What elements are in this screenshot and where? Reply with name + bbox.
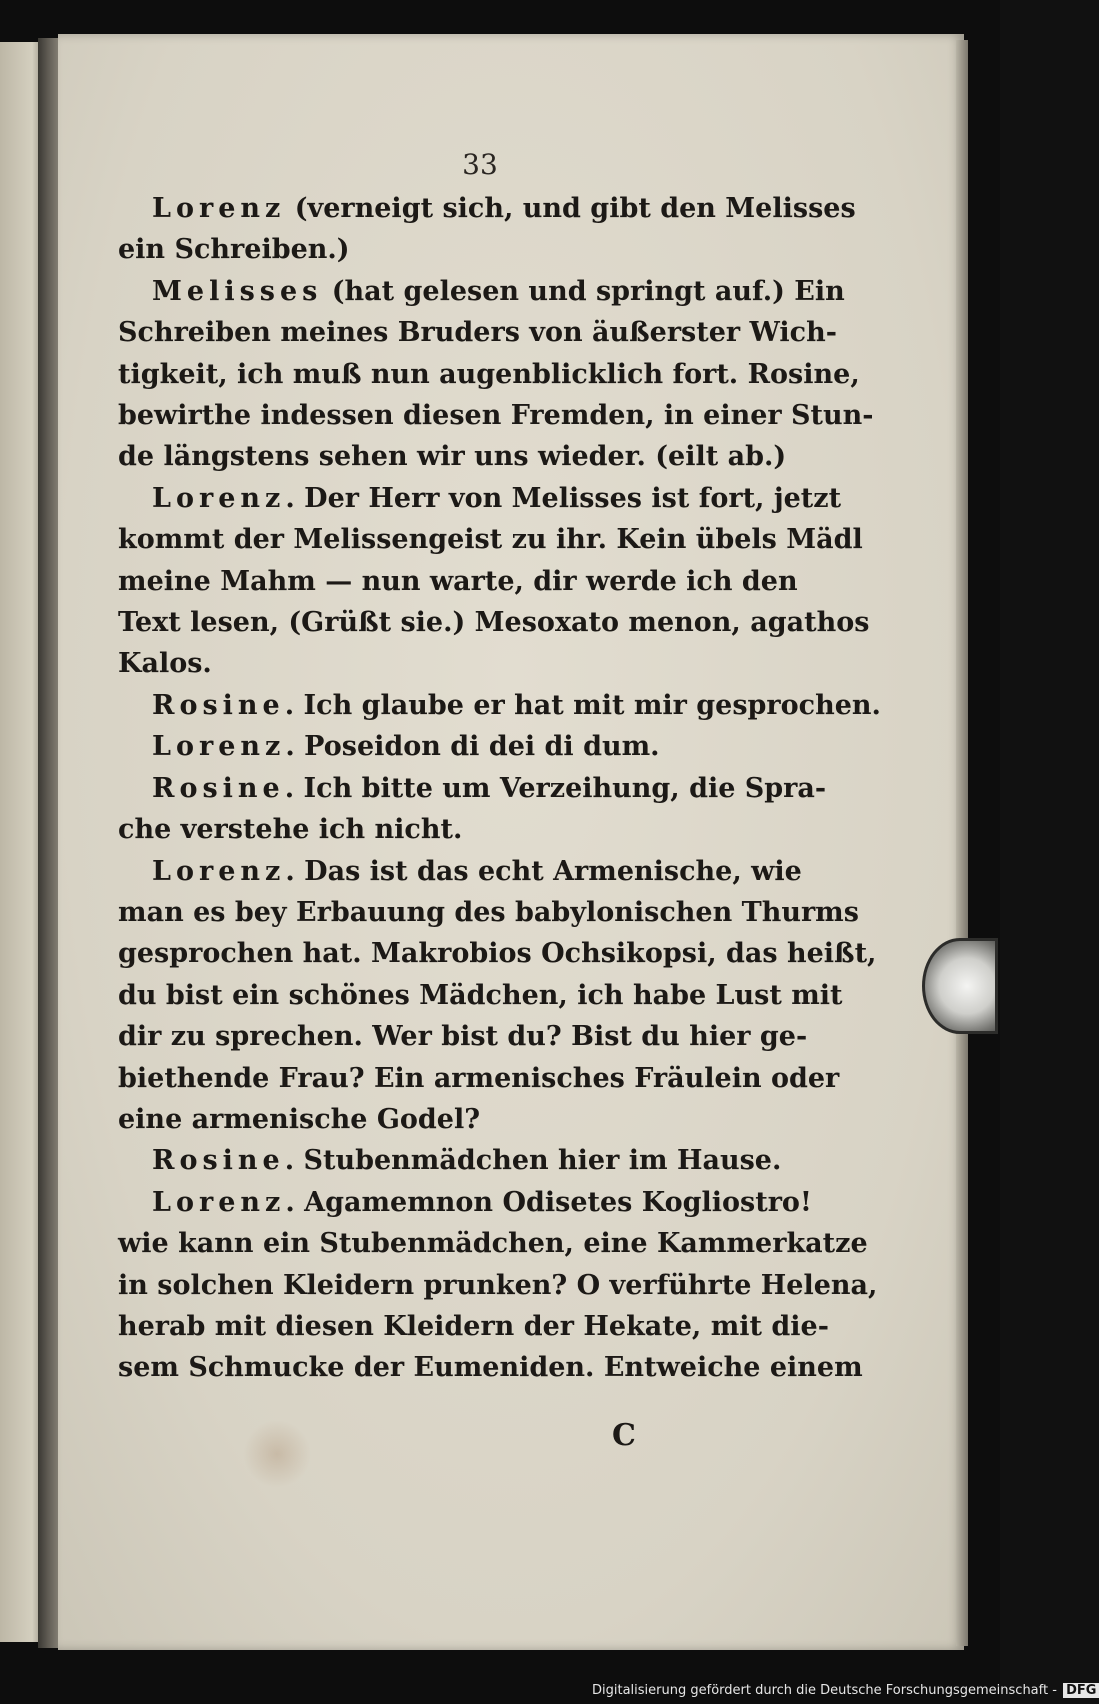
line-text: . Ich bitte um Verzeihung, die Spra- (284, 772, 827, 804)
speaker-name: Lorenz (152, 482, 286, 514)
text-line (118, 1306, 829, 1347)
page-right-edge (956, 40, 968, 1646)
text-line (118, 685, 881, 726)
text-line (118, 312, 837, 353)
line-text: (verneigt sich, und gibt den Melisses (285, 193, 856, 224)
speaker-name: Melisses (152, 275, 323, 307)
line-text: ein Schreiben.) (118, 234, 350, 266)
line-text: wie kann ein Stubenmädchen, eine Kammerkatze (118, 1228, 868, 1260)
text-line (118, 436, 794, 477)
text-line (118, 726, 794, 767)
text-line (118, 188, 856, 229)
page-number: 33 (462, 148, 498, 181)
text-line (118, 354, 860, 395)
text-line (118, 1223, 868, 1264)
line-text: kommt der Melissengeist zu ihr. Kein übels Mädl (118, 524, 863, 556)
line-text: . Poseidon di dei di dum. (285, 731, 660, 763)
line-text: Kalos. (118, 648, 212, 680)
footer-text: Digitalisierung gefördert durch die Deutsche Forschungsgemeinschaft - (592, 1683, 1062, 1698)
text-line (118, 1140, 794, 1181)
speaker-name: Lorenz (152, 1186, 286, 1218)
text-line (118, 519, 863, 560)
speaker-name: Rosine (152, 1145, 285, 1177)
signature-mark: C (612, 1418, 636, 1453)
text-line (118, 892, 859, 933)
line-text: biethende Frau? Ein armenisches Fräulein oder (118, 1062, 840, 1094)
line-text: (hat gelesen und springt auf.) Ein (322, 275, 845, 307)
line-text: eine armenische Godel? (118, 1103, 481, 1135)
speaker-name: Lorenz (152, 855, 286, 887)
paper-stain (243, 1420, 311, 1488)
text-line (118, 561, 798, 602)
text-line (118, 271, 845, 312)
line-text: gesprochen hat. Makrobios Ochsikopsi, das heißt, (118, 938, 877, 970)
line-text: . Stubenmädchen hier im Hause. (284, 1145, 782, 1177)
text-line (118, 1347, 863, 1388)
line-text: Schreiben meines Bruders von äußerster Wich- (118, 317, 837, 349)
line-text: Text lesen, (Grüßt sie.) Mesoxato menon, agathos (118, 607, 870, 639)
line-text: . Ich glaube er hat mit mir gesprochen. (284, 689, 881, 721)
line-text: . Der Herr von Melisses ist fort, jetzt (285, 482, 842, 514)
text-line (118, 851, 802, 892)
text-line (118, 1265, 878, 1306)
page-text (118, 188, 881, 1389)
text-line (118, 602, 870, 643)
text-line (118, 643, 794, 684)
text-line (118, 478, 842, 519)
text-line (118, 395, 874, 436)
speaker-name: Rosine (152, 772, 285, 804)
line-text: tigkeit, ich muß nun augenblicklich fort. Rosine, (118, 358, 860, 390)
dfg-logo: DFG (1063, 1683, 1099, 1698)
speaker-name: Lorenz (152, 193, 286, 224)
line-text: in solchen Kleidern prunken? O verführte Helena, (118, 1269, 878, 1301)
speaker-name: Lorenz (152, 731, 286, 763)
line-text: sem Schmucke der Eumeniden. Entweiche einem (118, 1352, 863, 1384)
digitization-footer (592, 1683, 1097, 1698)
text-line (118, 229, 794, 270)
text-line (118, 1099, 794, 1140)
text-line (118, 1058, 840, 1099)
text-line (118, 1182, 812, 1223)
line-text: dir zu sprechen. Wer bist du? Bist du hier ge- (118, 1021, 808, 1053)
text-line (118, 768, 827, 809)
line-text: du bist ein schönes Mädchen, ich habe Lust mit (118, 979, 843, 1011)
speaker-name: Rosine (152, 689, 285, 721)
line-text: de längstens sehen wir uns wieder. (eilt ab.) (118, 441, 787, 473)
text-line (118, 975, 843, 1016)
line-text: . Agamemnon Odisetes Kogliostro! (285, 1186, 812, 1218)
line-text: bewirthe indessen diesen Fremden, in einer Stun- (118, 400, 874, 432)
line-text: che verstehe ich nicht. (118, 814, 463, 846)
text-line (118, 933, 877, 974)
text-line (118, 1016, 808, 1057)
line-text: herab mit diesen Kleidern der Hekate, mit die- (118, 1310, 829, 1342)
line-text: man es bey Erbauung des babylonischen Thurms (118, 896, 859, 928)
line-text: meine Mahm — nun warte, dir werde ich den (118, 565, 798, 597)
page-clip-tab (922, 938, 998, 1034)
text-line (118, 809, 794, 850)
line-text: . Das ist das echt Armenische, wie (285, 855, 802, 887)
